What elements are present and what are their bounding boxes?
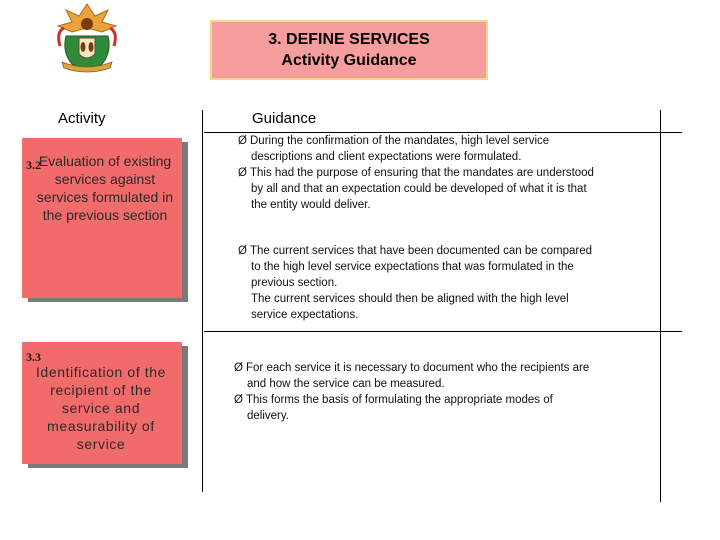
guidance-line: This forms the basis of formulating the appropriate modes of: [246, 394, 553, 406]
activity-number-3-2: 3.2: [26, 158, 41, 172]
guidance-line: The current services should then be aligned with the high level: [251, 293, 569, 305]
coat-of-arms-emblem: [52, 2, 122, 74]
arrow-bullet-icon: Ø: [238, 167, 247, 179]
guidance-line: For each service it is necessary to document who the recipients are: [246, 362, 590, 374]
guidance-line: The current services that have been documented can be compared: [250, 245, 593, 257]
guidance-column-header: Guidance: [252, 110, 317, 127]
activity-text-3-2: Evaluation of existing services against services formulated in the previous section: [36, 153, 174, 223]
guidance-line: the entity would deliver.: [251, 199, 371, 211]
activity-column-header: Activity: [58, 110, 106, 127]
title-box: [210, 20, 488, 80]
guidance-line: service expectations.: [251, 309, 359, 321]
guidance-line: delivery.: [247, 410, 289, 422]
title-line-2: Activity Guidance: [281, 52, 417, 69]
guidance-line: and how the service can be measured.: [247, 378, 445, 390]
arrow-bullet-icon: Ø: [238, 245, 247, 257]
column-divider: [202, 110, 203, 492]
guidance-line: previous section.: [251, 277, 338, 289]
guidance-block-1: [238, 133, 594, 213]
guidance-line: During the confirmation of the mandates, high level service: [250, 135, 550, 147]
activity-number-3-3: 3.3: [26, 350, 41, 364]
guidance-block-3: [234, 360, 589, 424]
guidance-line: to the high level service expectations that was formulated in the: [251, 261, 574, 273]
right-border: [660, 110, 661, 502]
title-line-1: 3. DEFINE SERVICES: [268, 31, 430, 48]
arrow-bullet-icon: Ø: [238, 135, 247, 147]
guidance-line: descriptions and client expectations were formulated.: [251, 151, 522, 163]
arrow-bullet-icon: Ø: [234, 362, 243, 374]
guidance-line: This had the purpose of ensuring that the mandates are understood: [250, 167, 594, 179]
activity-text-3-3: Identification of the recipient of the service and measurability of service: [35, 364, 167, 452]
arrow-bullet-icon: Ø: [234, 394, 243, 406]
guidance-line: by all and that an expectation could be developed of what it is that: [251, 183, 587, 195]
row-divider: [204, 331, 682, 332]
guidance-block-2: [238, 243, 592, 323]
